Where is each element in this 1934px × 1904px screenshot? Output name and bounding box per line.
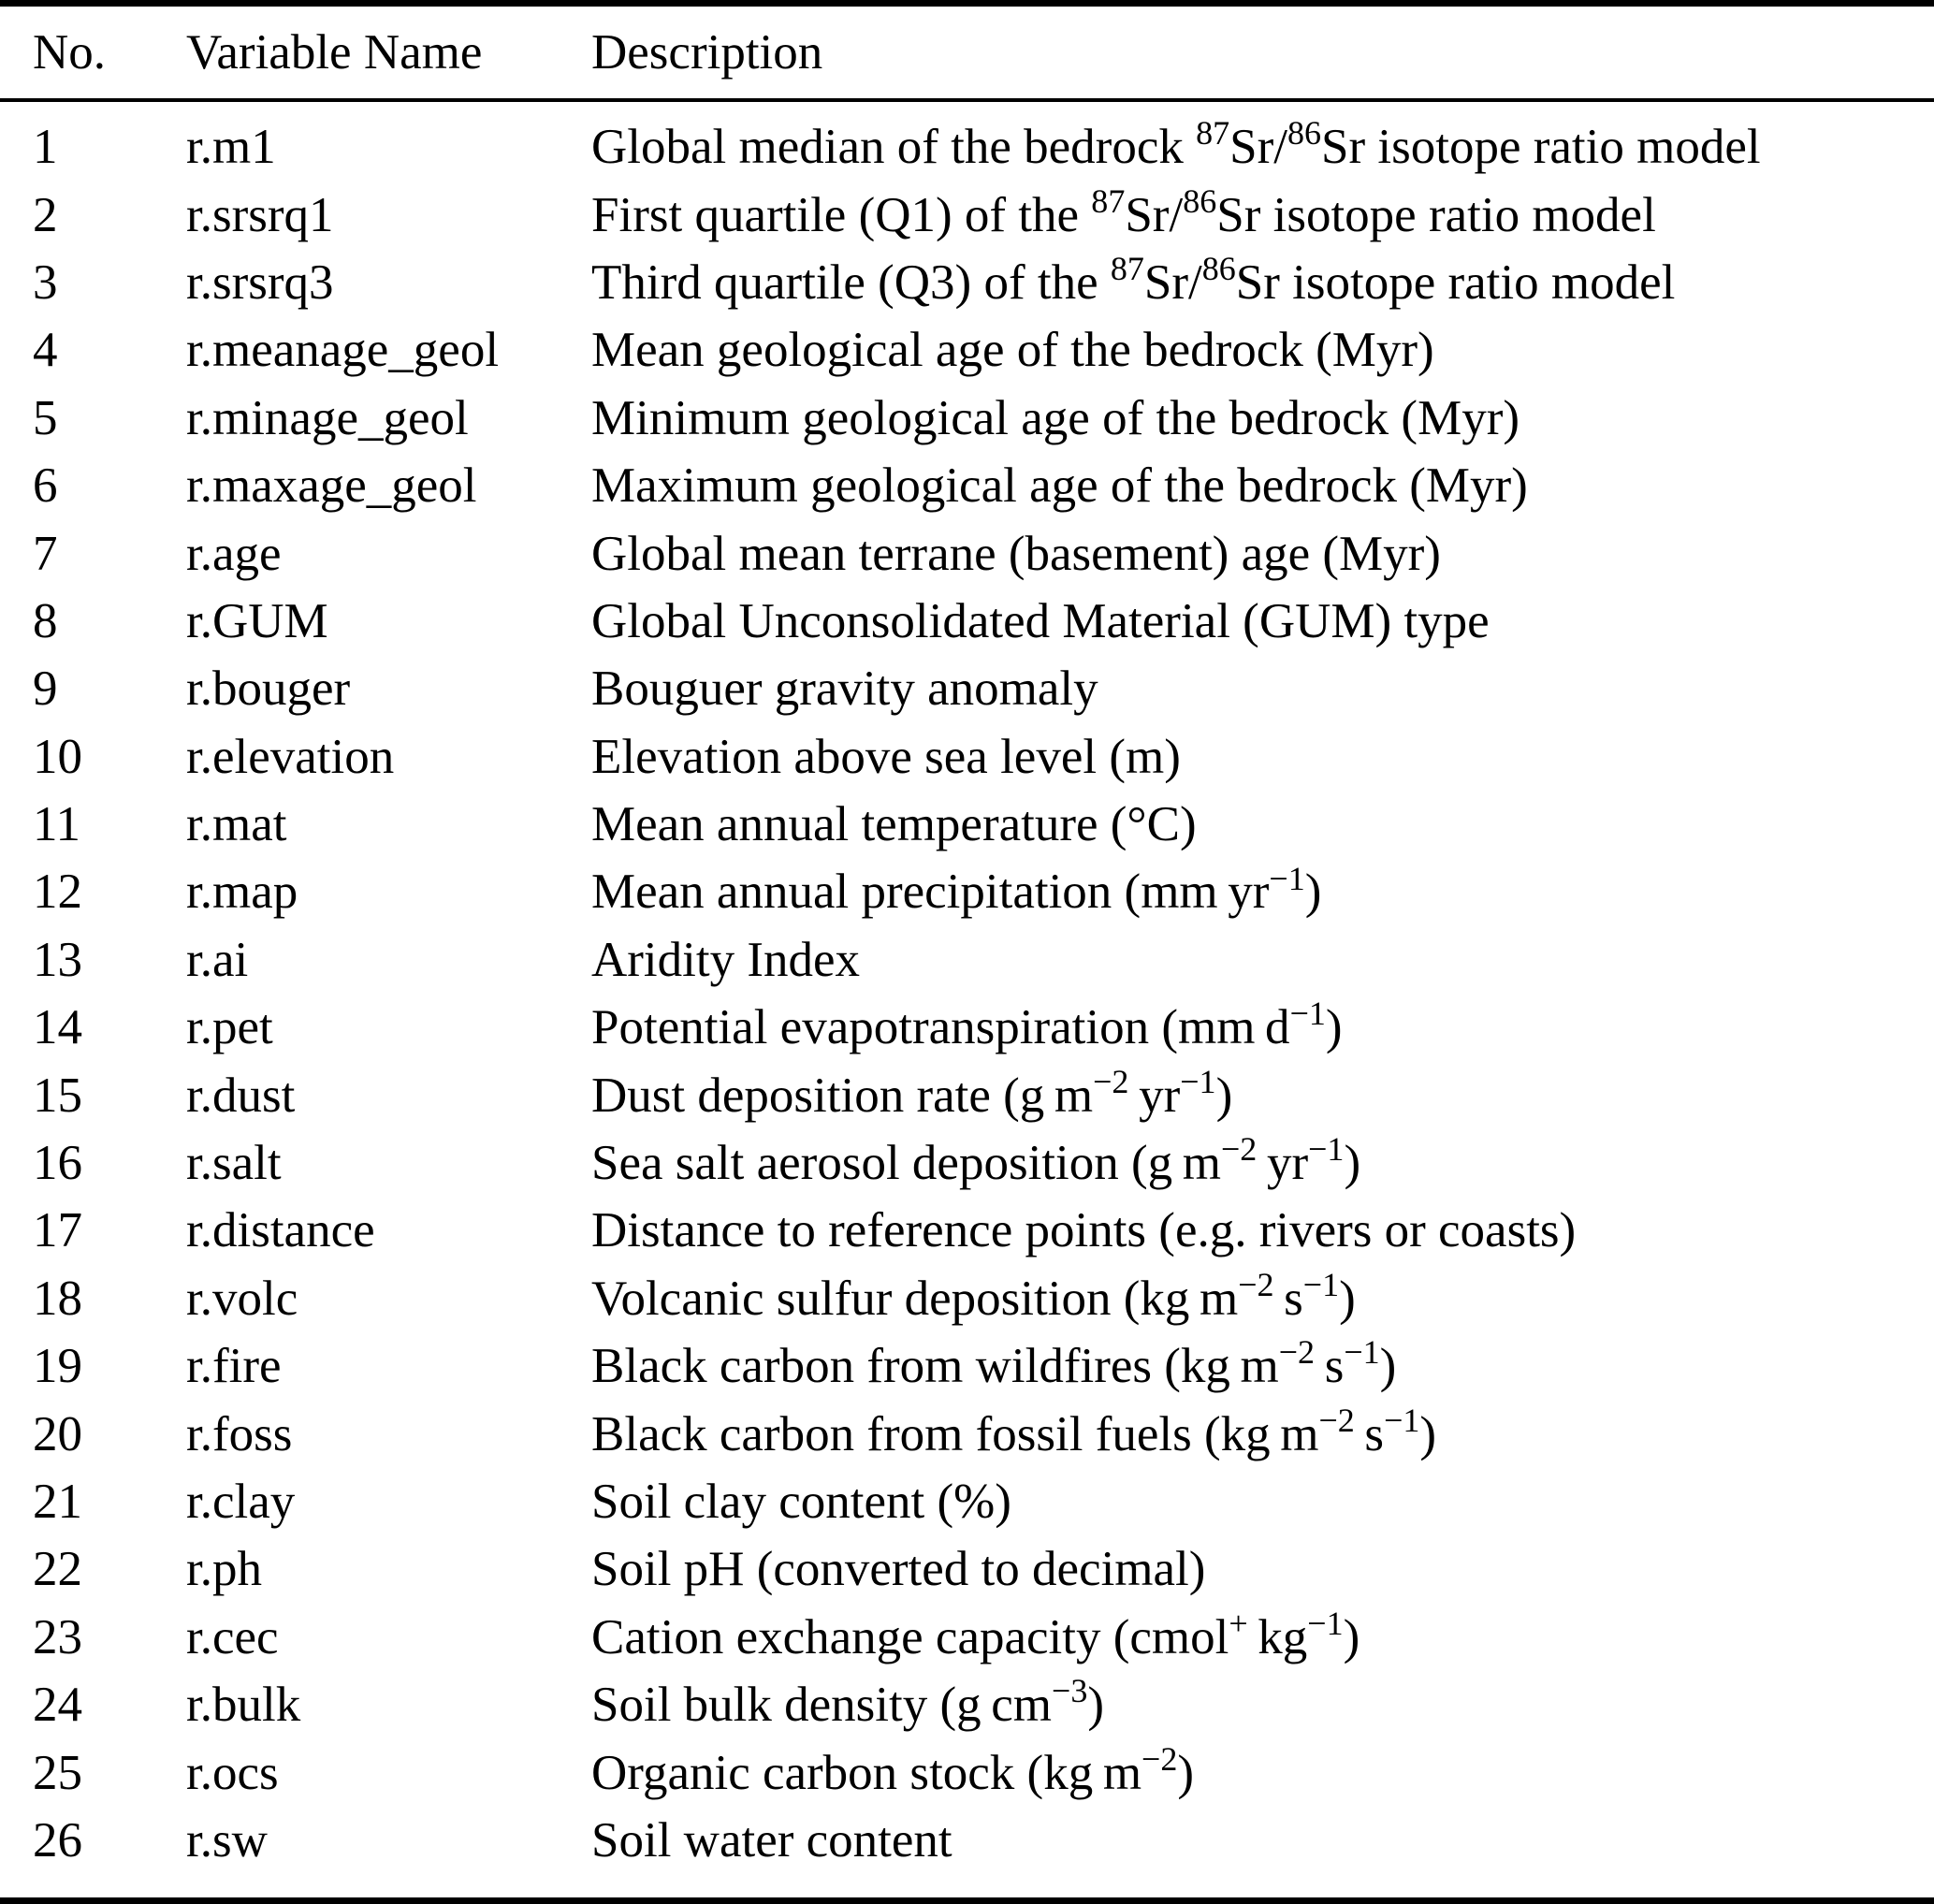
row-number-cell: 12 [33,865,82,920]
row-number-cell: 17 [33,1203,82,1258]
description-cell: Minimum geological age of the bedrock (Myr) [591,390,1520,445]
variable-name-cell: r.GUM [186,593,328,648]
table-row [0,452,1934,519]
description-cell: Bouguer gravity anomaly [591,661,1098,717]
table-row [0,1604,1934,1671]
row-number-cell: 25 [33,1745,82,1800]
table-row [0,791,1934,858]
row-number-cell: 14 [33,1000,82,1055]
row-number-cell: 15 [33,1068,82,1123]
row-number-cell: 4 [33,323,58,378]
table-row [0,519,1934,587]
row-number-cell: 2 [33,187,58,242]
variable-name-cell: r.sw [186,1812,268,1868]
description-cell: First quartile (Q1) of the $^{87}$Sr/$^{86}$Sr isotope ratio model [591,182,1656,242]
description-cell: Mean geological age of the bedrock (Myr) [591,323,1434,378]
table-row [0,181,1934,248]
table-row [0,1468,1934,1535]
table-row [0,249,1934,316]
row-number-cell: 18 [33,1271,82,1326]
table-bottom-rule [0,1897,1934,1904]
description-cell: Maximum geological age of the bedrock (Myr) [591,458,1528,514]
table-row [0,316,1934,384]
table-row [0,858,1934,925]
table-row [0,588,1934,655]
row-number-cell: 21 [33,1475,82,1529]
description-cell: Sea salt aerosol deposition (g $m^{-2}$ $yr^{-1}$) [591,1130,1361,1191]
variable-name-cell: r.maxage_geol [186,458,477,514]
variable-name-cell: r.ai [186,932,249,987]
table-row [0,1400,1934,1467]
table-row [0,1807,1934,1874]
variable-name-cell: r.distance [186,1203,375,1258]
table-row [0,1061,1934,1128]
table-row [0,655,1934,722]
row-number-cell: 7 [33,526,58,581]
variable-name-cell: r.bouger [186,661,351,717]
row-number-cell: 26 [33,1812,82,1868]
variable-name-cell: r.map [186,865,298,920]
row-number-cell: 10 [33,729,82,784]
description-cell: Soil water content [591,1812,952,1868]
description-cell: Soil clay content (%) [591,1475,1011,1529]
description-cell: Potential evapotranspiration (mm $d^{-1}$) [591,995,1343,1055]
row-number-cell: 11 [33,797,81,852]
table-row [0,385,1934,452]
description-cell: Mean annual precipitation (mm $yr^{-1}$) [591,859,1322,920]
description-cell: Third quartile (Q3) of the $^{87}$Sr/$^{86}$Sr isotope ratio model [591,250,1676,310]
variable-name-cell: r.pet [186,1000,273,1055]
variable-name-cell: r.salt [186,1136,282,1191]
variable-name-cell: r.foss [186,1406,293,1461]
row-number-cell: 9 [33,661,58,717]
variable-name-cell: r.elevation [186,729,395,784]
table-row [0,994,1934,1061]
variable-name-cell: r.mat [186,797,287,852]
table-body [0,102,1934,1874]
description-cell: Mean annual temperature (°C) [591,797,1197,852]
table-top-rule [0,0,1934,7]
column-header-description: Description [591,25,823,80]
row-number-cell: 3 [33,254,58,310]
table-row [0,1197,1934,1264]
variable-name-cell: r.ocs [186,1745,279,1800]
description-cell: Soil pH (converted to decimal) [591,1542,1206,1597]
variable-name-cell: r.age [186,526,282,581]
table-row [0,1671,1934,1738]
variable-name-cell: r.meanage_geol [186,323,500,378]
description-cell: Global median of the bedrock $^{87}$Sr/$^{86}$Sr isotope ratio model [591,114,1761,175]
table-row [0,1129,1934,1197]
description-cell: Elevation above sea level (m) [591,729,1181,784]
description-cell: Dust deposition rate (g $m^{-2}$ $yr^{-1}$) [591,1062,1233,1123]
table-row [0,1535,1934,1603]
variable-name-cell: r.srsrq1 [186,187,334,242]
variable-name-cell: r.volc [186,1271,298,1326]
row-number-cell: 16 [33,1136,82,1191]
row-number-cell: 24 [33,1678,82,1733]
row-number-cell: 23 [33,1609,82,1664]
row-number-cell: 1 [33,120,58,175]
table-row [0,1265,1934,1332]
variable-name-cell: r.m1 [186,120,276,175]
description-cell: Volcanic sulfur deposition (kg $m^{-2}$ $s^{-1}$) [591,1266,1356,1326]
variable-name-cell: r.ph [186,1542,262,1597]
row-number-cell: 8 [33,593,58,648]
description-cell: Organic carbon stock (kg $m^{-2}$) [591,1739,1195,1800]
row-number-cell: 5 [33,390,58,445]
table-row [0,1738,1934,1806]
description-cell: Black carbon from fossil fuels (kg $m^{-2}$ $s^{-1}$) [591,1401,1437,1461]
description-cell: Global Unconsolidated Material (GUM) type [591,593,1490,648]
description-cell: Aridity Index [591,932,861,987]
table-row [0,113,1934,181]
table-header-row [0,7,1934,98]
description-cell: Global mean terrane (basement) age (Myr) [591,526,1441,581]
description-cell: Cation exchange capacity (cmol+ $kg^{-1}$) [591,1604,1360,1664]
variable-name-cell: r.clay [186,1475,296,1529]
row-number-cell: 22 [33,1542,82,1597]
column-header-no: No. [33,25,107,80]
description-cell: Soil bulk density (g $cm^{-3}$) [591,1672,1105,1733]
variable-name-cell: r.fire [186,1339,282,1394]
variable-name-cell: r.srsrq3 [186,254,334,310]
row-number-cell: 19 [33,1339,82,1394]
table-row [0,723,1934,791]
variable-name-cell: r.cec [186,1609,279,1664]
column-header-variable-name: Variable Name [186,25,483,80]
variable-name-cell: r.minage_geol [186,390,469,445]
row-number-cell: 13 [33,932,82,987]
table-row [0,1332,1934,1400]
variable-name-cell: r.dust [186,1068,296,1123]
description-cell: Distance to reference points (e.g. rivers or coasts) [591,1203,1577,1258]
row-number-cell: 6 [33,458,58,514]
description-cell: Black carbon from wildfires (kg $m^{-2}$ $s^{-1}$) [591,1333,1397,1394]
table-row [0,926,1934,994]
variable-name-cell: r.bulk [186,1678,301,1733]
row-number-cell: 20 [33,1406,82,1461]
